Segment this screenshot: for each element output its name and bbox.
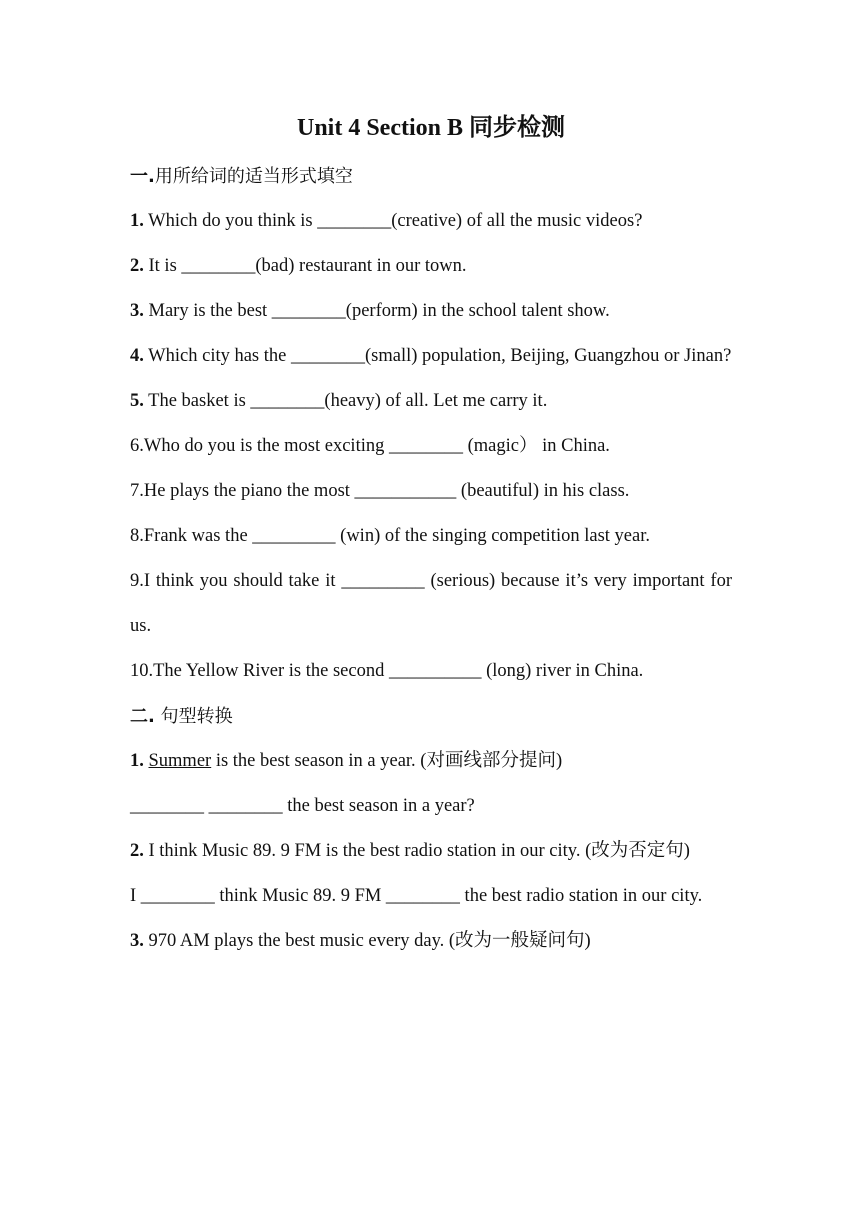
question-item-10 <box>130 649 732 694</box>
question-item-1 <box>130 199 732 244</box>
question-number: 1. <box>130 211 144 231</box>
transform-question-3 <box>130 919 732 964</box>
question-number: 3. <box>130 931 144 951</box>
question-item-3 <box>130 289 732 334</box>
question-item-6 <box>130 424 732 469</box>
question-number: 4. <box>130 346 144 366</box>
question-text: 9.I think you should take it _________ (serious) because it’s very important for us. <box>130 571 732 636</box>
question-number: 2. <box>130 841 144 861</box>
question-item-9 <box>130 559 732 649</box>
question-text: 970 AM plays the best music every day. (改为一般疑问句) <box>143 931 591 951</box>
question-text: It is ________(bad) restaurant in our town. <box>143 256 467 276</box>
question-item-2 <box>130 244 732 289</box>
question-text: I think Music 89. 9 FM is the best radio station in our city. (改为否定句) <box>143 841 690 861</box>
question-text: The basket is ________(heavy) of all. Let me carry it. <box>143 391 548 411</box>
question-number: 2. <box>130 256 144 276</box>
question-text: is the best season in a year. (对画线部分提问) <box>211 751 563 771</box>
question-number: 5. <box>130 391 144 411</box>
question-text: 10.The Yellow River is the second __________ (long) river in China. <box>130 661 644 681</box>
question-item-7 <box>130 469 732 514</box>
question-number: 1. <box>130 751 144 771</box>
section-number: 二. <box>130 706 155 727</box>
question-text: 6.Who do you is the most exciting ________ (magic） in China. <box>130 436 610 456</box>
transform-question-1 <box>130 739 732 784</box>
question-item-4 <box>130 334 732 379</box>
question-text: 8.Frank was the _________ (win) of the singing competition last year. <box>130 526 650 546</box>
question-text: Which city has the ________(small) population, Beijing, Guangzhou or Jinan? <box>143 346 732 366</box>
answer-line-2: I ________ think Music 89. 9 FM ________ the best radio station in our city. <box>130 886 703 906</box>
page-title: Unit 4 Section B 同步检测 <box>296 115 565 141</box>
section-title: 用所给词的适当形式填空 <box>154 166 353 187</box>
question-number: 3. <box>130 301 144 321</box>
underlined-word: Summer <box>148 751 212 771</box>
question-item-5 <box>130 379 732 424</box>
section-number: 一. <box>130 166 155 187</box>
section-heading-sentence-transform <box>130 694 732 739</box>
section-title: 句型转换 <box>154 706 233 727</box>
question-text: 7.He plays the piano the most ___________ (beautiful) in his class. <box>130 481 630 501</box>
question-text: Mary is the best ________(perform) in the school talent show. <box>143 301 610 321</box>
question-item-8 <box>130 514 732 559</box>
question-text: Which do you think is ________(creative) of all the music videos? <box>143 211 643 231</box>
transform-question-2 <box>130 829 732 874</box>
document-page <box>130 108 732 964</box>
answer-line-1: ________ ________ the best season in a year? <box>130 796 475 816</box>
section-heading-fill-blanks <box>130 154 732 199</box>
